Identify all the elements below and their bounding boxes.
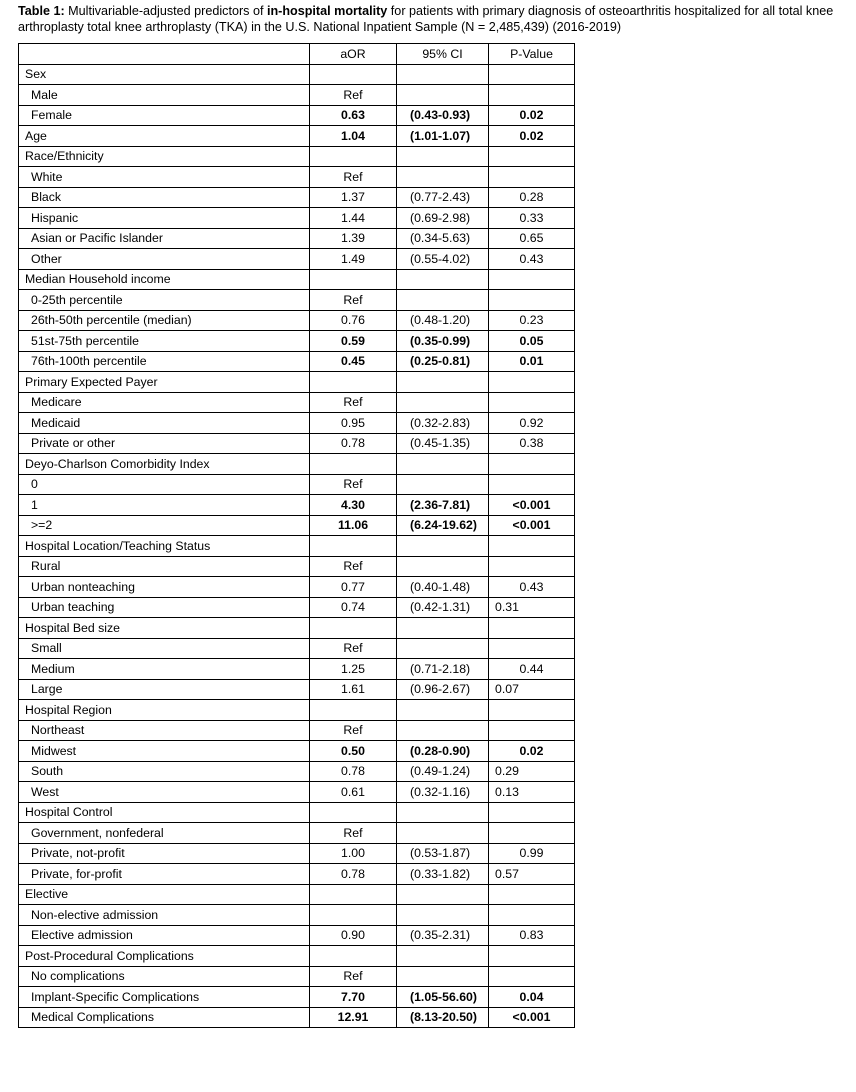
row-ci: (0.55-4.02) [397, 249, 489, 270]
row-ci: (0.40-1.48) [397, 577, 489, 598]
row-label: Median Household income [19, 269, 310, 290]
row-label: Midwest [19, 741, 310, 762]
table-row [19, 536, 575, 557]
row-pvalue: 0.13 [489, 782, 575, 803]
row-aor: 1.00 [310, 843, 397, 864]
row-pvalue [489, 167, 575, 188]
row-pvalue [489, 64, 575, 85]
row-aor: 0.78 [310, 433, 397, 454]
row-ci: (0.32-2.83) [397, 413, 489, 434]
table-row [19, 864, 575, 885]
row-label: 1 [19, 495, 310, 516]
row-pvalue: 0.02 [489, 126, 575, 147]
row-label: Large [19, 679, 310, 700]
row-aor [310, 618, 397, 639]
row-pvalue: 0.28 [489, 187, 575, 208]
table-row [19, 228, 575, 249]
row-pvalue [489, 638, 575, 659]
table-row [19, 64, 575, 85]
row-aor: 0.63 [310, 105, 397, 126]
row-label: Black [19, 187, 310, 208]
row-pvalue [489, 269, 575, 290]
table-row [19, 187, 575, 208]
row-ci: (0.71-2.18) [397, 659, 489, 680]
row-ci [397, 269, 489, 290]
header-ci: 95% CI [397, 44, 489, 65]
row-pvalue: 0.83 [489, 925, 575, 946]
row-pvalue [489, 823, 575, 844]
table-row [19, 987, 575, 1008]
table-row [19, 454, 575, 475]
row-pvalue [489, 290, 575, 311]
header-label [19, 44, 310, 65]
table-row [19, 843, 575, 864]
row-pvalue: 0.07 [489, 679, 575, 700]
table-row [19, 720, 575, 741]
row-label: Medium [19, 659, 310, 680]
row-label: Urban teaching [19, 597, 310, 618]
table-row [19, 331, 575, 352]
row-pvalue: 0.05 [489, 331, 575, 352]
row-aor: Ref [310, 474, 397, 495]
row-label: Deyo-Charlson Comorbidity Index [19, 454, 310, 475]
row-label: Rural [19, 556, 310, 577]
row-pvalue: 0.02 [489, 105, 575, 126]
row-aor: 1.61 [310, 679, 397, 700]
row-aor: 12.91 [310, 1007, 397, 1028]
table-row [19, 85, 575, 106]
table-row [19, 925, 575, 946]
row-label: South [19, 761, 310, 782]
row-aor: 0.76 [310, 310, 397, 331]
row-ci: (6.24-19.62) [397, 515, 489, 536]
table-row [19, 105, 575, 126]
table-row [19, 290, 575, 311]
row-aor: 0.77 [310, 577, 397, 598]
row-pvalue [489, 618, 575, 639]
row-pvalue [489, 372, 575, 393]
row-ci: (0.42-1.31) [397, 597, 489, 618]
row-aor [310, 905, 397, 926]
table-row [19, 433, 575, 454]
row-label: Northeast [19, 720, 310, 741]
row-label: Private or other [19, 433, 310, 454]
row-label: Post-Procedural Complications [19, 946, 310, 967]
row-label: Government, nonfederal [19, 823, 310, 844]
row-label: Sex [19, 64, 310, 85]
row-ci [397, 64, 489, 85]
row-aor [310, 536, 397, 557]
row-label: Hospital Control [19, 802, 310, 823]
row-label: Male [19, 85, 310, 106]
row-label: 0-25th percentile [19, 290, 310, 311]
row-label: West [19, 782, 310, 803]
row-label: Age [19, 126, 310, 147]
row-ci [397, 556, 489, 577]
table-row [19, 495, 575, 516]
row-label: Hospital Location/Teaching Status [19, 536, 310, 557]
row-label: White [19, 167, 310, 188]
table-row [19, 782, 575, 803]
table-row [19, 884, 575, 905]
row-aor: Ref [310, 290, 397, 311]
row-label: Non-elective admission [19, 905, 310, 926]
row-aor: 0.78 [310, 864, 397, 885]
row-pvalue [489, 474, 575, 495]
table-row [19, 966, 575, 987]
row-label: 51st-75th percentile [19, 331, 310, 352]
row-aor: 0.90 [310, 925, 397, 946]
row-ci: (0.53-1.87) [397, 843, 489, 864]
row-ci [397, 454, 489, 475]
row-pvalue: 0.92 [489, 413, 575, 434]
row-label: Urban nonteaching [19, 577, 310, 598]
row-ci [397, 392, 489, 413]
row-label: Hospital Bed size [19, 618, 310, 639]
row-label: Hispanic [19, 208, 310, 229]
mortality-predictors-table [18, 43, 575, 1028]
row-pvalue: 0.31 [489, 597, 575, 618]
table-caption [18, 3, 850, 35]
row-pvalue [489, 966, 575, 987]
table-row [19, 700, 575, 721]
row-pvalue [489, 85, 575, 106]
caption-label: Table 1: [18, 4, 65, 18]
row-aor [310, 946, 397, 967]
row-label: Implant-Specific Complications [19, 987, 310, 1008]
row-ci [397, 146, 489, 167]
table-row [19, 392, 575, 413]
row-ci: (0.43-0.93) [397, 105, 489, 126]
row-aor: 1.44 [310, 208, 397, 229]
row-ci [397, 823, 489, 844]
header-pvalue: P-Value [489, 44, 575, 65]
row-pvalue: 0.43 [489, 249, 575, 270]
row-pvalue: 0.33 [489, 208, 575, 229]
row-aor [310, 454, 397, 475]
row-label: Small [19, 638, 310, 659]
row-label: 76th-100th percentile [19, 351, 310, 372]
table-row [19, 802, 575, 823]
row-ci [397, 802, 489, 823]
row-ci: (0.45-1.35) [397, 433, 489, 454]
table-row [19, 515, 575, 536]
row-ci: (0.33-1.82) [397, 864, 489, 885]
table-row [19, 310, 575, 331]
row-aor: 1.25 [310, 659, 397, 680]
table-row [19, 146, 575, 167]
row-label: Other [19, 249, 310, 270]
row-ci [397, 905, 489, 926]
row-aor: 1.37 [310, 187, 397, 208]
table-row [19, 208, 575, 229]
row-aor: 1.49 [310, 249, 397, 270]
row-pvalue [489, 536, 575, 557]
row-aor: 1.04 [310, 126, 397, 147]
row-label: 26th-50th percentile (median) [19, 310, 310, 331]
row-pvalue: 0.65 [489, 228, 575, 249]
row-ci [397, 474, 489, 495]
table-row [19, 905, 575, 926]
row-pvalue: 0.43 [489, 577, 575, 598]
row-ci: (1.05-56.60) [397, 987, 489, 1008]
row-aor [310, 372, 397, 393]
row-aor: Ref [310, 85, 397, 106]
row-label: Medicare [19, 392, 310, 413]
row-ci [397, 618, 489, 639]
table-row [19, 577, 575, 598]
table-row [19, 618, 575, 639]
caption-bold: in-hospital mortality [266, 4, 388, 18]
row-aor: 0.74 [310, 597, 397, 618]
row-pvalue: 0.29 [489, 761, 575, 782]
row-ci [397, 638, 489, 659]
row-aor: 0.78 [310, 761, 397, 782]
row-aor: 7.70 [310, 987, 397, 1008]
row-aor: Ref [310, 966, 397, 987]
row-ci [397, 536, 489, 557]
row-ci [397, 966, 489, 987]
row-pvalue: 0.04 [489, 987, 575, 1008]
row-ci: (0.25-0.81) [397, 351, 489, 372]
row-ci: (0.28-0.90) [397, 741, 489, 762]
row-aor: 11.06 [310, 515, 397, 536]
row-pvalue: <0.001 [489, 495, 575, 516]
caption-part2: for patients with primary diagnosis of osteoarthritis hospitalized for all total knee arthroplasty total knee arthroplasty (TKA) in the U.S. National Inpatient Sample (N = 2,485,439) (2016-2019) [18, 4, 834, 34]
row-ci: (1.01-1.07) [397, 126, 489, 147]
row-label: Private, not-profit [19, 843, 310, 864]
table-row [19, 1007, 575, 1028]
row-aor [310, 269, 397, 290]
row-pvalue: <0.001 [489, 1007, 575, 1028]
row-label: Asian or Pacific Islander [19, 228, 310, 249]
row-label: Female [19, 105, 310, 126]
row-pvalue: 0.01 [489, 351, 575, 372]
row-aor: 0.59 [310, 331, 397, 352]
row-label: Private, for-profit [19, 864, 310, 885]
row-label: 0 [19, 474, 310, 495]
table-row [19, 249, 575, 270]
row-pvalue: 0.44 [489, 659, 575, 680]
row-aor [310, 802, 397, 823]
row-ci: (0.35-0.99) [397, 331, 489, 352]
table-row [19, 126, 575, 147]
row-label: Elective [19, 884, 310, 905]
table-row [19, 413, 575, 434]
row-aor: 4.30 [310, 495, 397, 516]
row-ci: (0.32-1.16) [397, 782, 489, 803]
row-pvalue: 0.99 [489, 843, 575, 864]
row-aor [310, 884, 397, 905]
row-aor: 0.50 [310, 741, 397, 762]
table-row [19, 351, 575, 372]
row-ci: (2.36-7.81) [397, 495, 489, 516]
row-ci: (0.77-2.43) [397, 187, 489, 208]
row-pvalue [489, 700, 575, 721]
row-aor: 1.39 [310, 228, 397, 249]
row-ci [397, 946, 489, 967]
row-ci: (0.35-2.31) [397, 925, 489, 946]
row-ci: (0.49-1.24) [397, 761, 489, 782]
row-ci [397, 372, 489, 393]
row-pvalue: 0.57 [489, 864, 575, 885]
table-row [19, 474, 575, 495]
row-aor: Ref [310, 720, 397, 741]
table-row [19, 946, 575, 967]
row-pvalue [489, 454, 575, 475]
row-ci: (0.34-5.63) [397, 228, 489, 249]
header-aor: aOR [310, 44, 397, 65]
table-row [19, 269, 575, 290]
row-aor: 0.61 [310, 782, 397, 803]
row-aor: Ref [310, 638, 397, 659]
row-ci: (0.96-2.67) [397, 679, 489, 700]
row-ci [397, 884, 489, 905]
row-ci [397, 720, 489, 741]
row-pvalue [489, 946, 575, 967]
row-aor [310, 146, 397, 167]
table-row [19, 638, 575, 659]
row-label: >=2 [19, 515, 310, 536]
row-pvalue [489, 720, 575, 741]
row-pvalue [489, 556, 575, 577]
row-aor [310, 64, 397, 85]
table-row [19, 761, 575, 782]
row-pvalue: 0.02 [489, 741, 575, 762]
row-aor: Ref [310, 823, 397, 844]
row-pvalue [489, 146, 575, 167]
row-ci: (0.69-2.98) [397, 208, 489, 229]
table-row [19, 372, 575, 393]
table-row [19, 741, 575, 762]
row-label: Primary Expected Payer [19, 372, 310, 393]
row-ci [397, 700, 489, 721]
table-row [19, 823, 575, 844]
table-row [19, 679, 575, 700]
row-ci: (0.48-1.20) [397, 310, 489, 331]
table-row [19, 167, 575, 188]
row-pvalue: 0.23 [489, 310, 575, 331]
row-label: No complications [19, 966, 310, 987]
row-label: Race/Ethnicity [19, 146, 310, 167]
row-aor [310, 700, 397, 721]
header-row [19, 44, 575, 65]
caption-part1: Multivariable-adjusted predictors of [64, 4, 267, 18]
row-label: Hospital Region [19, 700, 310, 721]
row-aor: 0.95 [310, 413, 397, 434]
row-pvalue: 0.38 [489, 433, 575, 454]
row-label: Elective admission [19, 925, 310, 946]
table-body [19, 44, 575, 1028]
row-ci [397, 85, 489, 106]
row-ci [397, 167, 489, 188]
row-label: Medicaid [19, 413, 310, 434]
row-label: Medical Complications [19, 1007, 310, 1028]
row-aor: Ref [310, 167, 397, 188]
row-ci: (8.13-20.50) [397, 1007, 489, 1028]
row-pvalue [489, 802, 575, 823]
row-aor: Ref [310, 556, 397, 577]
row-aor: Ref [310, 392, 397, 413]
row-pvalue [489, 392, 575, 413]
table-row [19, 556, 575, 577]
row-pvalue: <0.001 [489, 515, 575, 536]
row-aor: 0.45 [310, 351, 397, 372]
table-row [19, 597, 575, 618]
table-row [19, 659, 575, 680]
row-pvalue [489, 884, 575, 905]
row-ci [397, 290, 489, 311]
row-pvalue [489, 905, 575, 926]
